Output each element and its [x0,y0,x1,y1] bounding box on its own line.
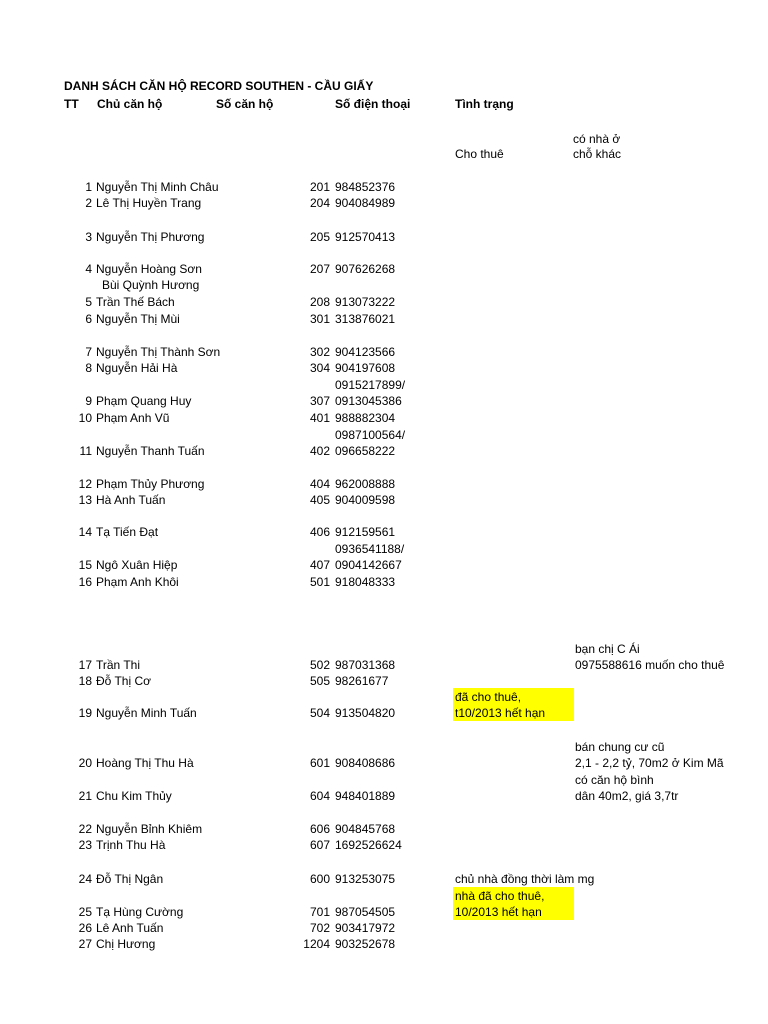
row-number: 4 [85,262,92,276]
row-number: 25 [78,905,92,919]
owner-name: Lê Thị Huyền Trang [96,196,202,210]
status-note-line2: 10/2013 hết hạn [455,905,542,919]
owner-name: Nguyễn Bỉnh Khiêm [96,822,203,836]
owner-name-secondary: Bùi Quỳnh Hương [102,278,200,292]
apartment-number: 205 [309,230,330,244]
row-number: 24 [78,872,92,886]
phone-number: 904084989 [335,196,396,210]
header-apartment: Số căn hộ [216,97,274,111]
row-number: 19 [78,706,92,720]
apartment-number: 607 [309,838,330,852]
owner-name: Nguyễn Thanh Tuấn [96,444,205,458]
row-number: 21 [78,789,92,803]
phone-number: 98261677 [335,674,389,688]
phone-number: 0904142667 [335,558,402,572]
owner-name: Nguyễn Thị Minh Châu [96,180,219,194]
row-number: 13 [78,493,92,507]
row-number: 15 [78,558,92,572]
phone-number: 908408686 [335,756,396,770]
extra-note-line2: dân 40m2, giá 3,7tr [575,789,679,803]
owner-name: Ngô Xuân Hiệp [96,558,178,572]
row-number: 17 [78,658,92,672]
owner-name: Trần Thi [96,658,141,672]
header-tt: TT [64,97,79,111]
extra-note-line1: bạn chị C Ái [575,642,640,656]
owner-name: Chị Hương [96,937,156,951]
apartment-number: 504 [309,706,330,720]
apartment-number: 601 [309,756,330,770]
phone-number: 912570413 [335,230,396,244]
apartment-number: 406 [309,525,330,539]
status-note-line1: nhà đã cho thuê, [455,889,545,903]
row-number: 11 [79,444,92,458]
owner-name: Lê Anh Tuấn [96,921,164,935]
owner-name: Phạm Anh Khôi [96,575,179,589]
row-number: 26 [78,921,92,935]
apartment-number: 600 [309,872,330,886]
subheader-other-home-line1: có nhà ở [573,132,621,146]
phone-number: 988882304 [335,411,396,425]
owner-name: Nguyễn Minh Tuấn [96,706,197,720]
row-number: 12 [78,477,92,491]
row-number: 3 [85,230,92,244]
owner-name: Trịnh Thu Hà [96,838,166,852]
phone-number: 918048333 [335,575,396,589]
phone-number: 904123566 [335,345,396,359]
header-owner: Chủ căn hộ [97,97,163,111]
phone-number-alt: 0936541188/ [335,542,405,556]
row-number: 9 [85,394,92,408]
phone-number: 904197608 [335,361,396,375]
row-number: 16 [78,575,92,589]
header-status: Tình trạng [455,97,514,111]
row-number: 18 [78,674,92,688]
row-number: 1 [85,180,92,194]
apartment-number: 1204 [303,937,330,951]
owner-name: Phạm Thủy Phương [96,477,205,491]
extra-note-line2: 0975588616 muốn cho thuê [575,658,725,672]
owner-name: Đỗ Thị Ngân [96,872,164,886]
apartment-number: 402 [309,444,330,458]
phone-number-alt: 0915217899/ [335,378,406,392]
owner-name: Phạm Quang Huy [96,394,192,408]
extra-note-line1: có căn hộ bình [575,773,654,787]
apartment-number: 405 [309,493,330,507]
apartment-number: 201 [309,180,330,194]
status-note-line1: đã cho thuê, [455,690,522,704]
phone-number: 1692526624 [335,838,402,852]
row-number: 6 [85,312,92,326]
phone-number: 907626268 [335,262,396,276]
phone-number: 903417972 [335,921,396,935]
owner-name: Đỗ Thị Cơ [96,674,151,688]
apartment-number: 207 [309,262,330,276]
phone-number: 912159561 [335,525,396,539]
apartment-number: 304 [309,361,330,375]
phone-number: 987054505 [335,905,396,919]
apartment-number: 404 [309,477,330,491]
owner-name: Nguyễn Thị Mùi [96,312,180,326]
apartment-number: 208 [309,295,330,309]
apartment-number: 407 [309,558,330,572]
page-title: DANH SÁCH CĂN HỘ RECORD SOUTHEN - CẦU GIẤY [64,79,374,93]
phone-number: 962008888 [335,477,396,491]
owner-name: Chu Kim Thủy [96,789,172,803]
row-number: 20 [78,756,92,770]
apartment-number: 505 [309,674,330,688]
apartment-number: 204 [309,196,330,210]
row-number: 5 [85,295,92,309]
apartment-number: 702 [309,921,330,935]
phone-number: 984852376 [335,180,396,194]
row-number: 8 [85,361,92,375]
header-phone: Số điện thoại [335,97,411,111]
owner-name: Nguyễn Hoàng Sơn [96,262,202,276]
phone-number: 948401889 [335,789,396,803]
row-number: 10 [78,411,92,425]
status-note-line2: t10/2013 hết hạn [455,706,546,720]
row-number: 23 [78,838,92,852]
phone-number: 913504820 [335,706,396,720]
phone-number: 987031368 [335,658,396,672]
phone-number-alt: 0987100564/ [335,428,406,442]
subheader-other-home-line2: chỗ khác [573,147,622,161]
apartment-number: 302 [309,345,330,359]
owner-name: Trần Thế Bách [96,295,175,309]
subheader-rent: Cho thuê [455,147,504,161]
phone-number: 096658222 [335,444,396,458]
owner-name: Hà Anh Tuấn [96,493,166,507]
phone-number: 0913045386 [335,394,402,408]
apartment-number: 501 [309,575,330,589]
phone-number: 913253075 [335,872,396,886]
apartment-number: 604 [309,789,330,803]
apartment-number: 606 [309,822,330,836]
owner-name: Tạ Tiến Đạt [96,525,159,539]
row-number: 2 [85,196,92,210]
phone-number: 904009598 [335,493,396,507]
apartment-number: 401 [309,411,330,425]
status-note: chủ nhà đồng thời làm mg [455,872,595,886]
row-number: 27 [78,937,92,951]
apartment-number: 502 [309,658,330,672]
row-number: 7 [85,345,92,359]
owner-name: Hoàng Thị Thu Hà [96,756,194,770]
apartment-number: 301 [309,312,330,326]
phone-number: 313876021 [335,312,396,326]
phone-number: 913073222 [335,295,396,309]
row-number: 14 [78,525,92,539]
owner-name: Nguyễn Thị Thành Sơn [96,345,221,359]
phone-number: 903252678 [335,937,396,951]
owner-name: Nguyễn Hải Hà [96,361,178,375]
apartment-number: 701 [309,905,330,919]
owner-name: Phạm Anh Vũ [96,411,170,425]
extra-note-line1: bán chung cư cũ [575,740,665,754]
apartment-number: 307 [309,394,330,408]
owner-name: Nguyễn Thị Phương [96,230,205,244]
owner-name: Tạ Hùng Cường [96,905,184,919]
row-number: 22 [78,822,92,836]
phone-number: 904845768 [335,822,396,836]
extra-note-line2: 2,1 - 2,2 tỷ, 70m2 ở Kim Mã [575,756,724,770]
